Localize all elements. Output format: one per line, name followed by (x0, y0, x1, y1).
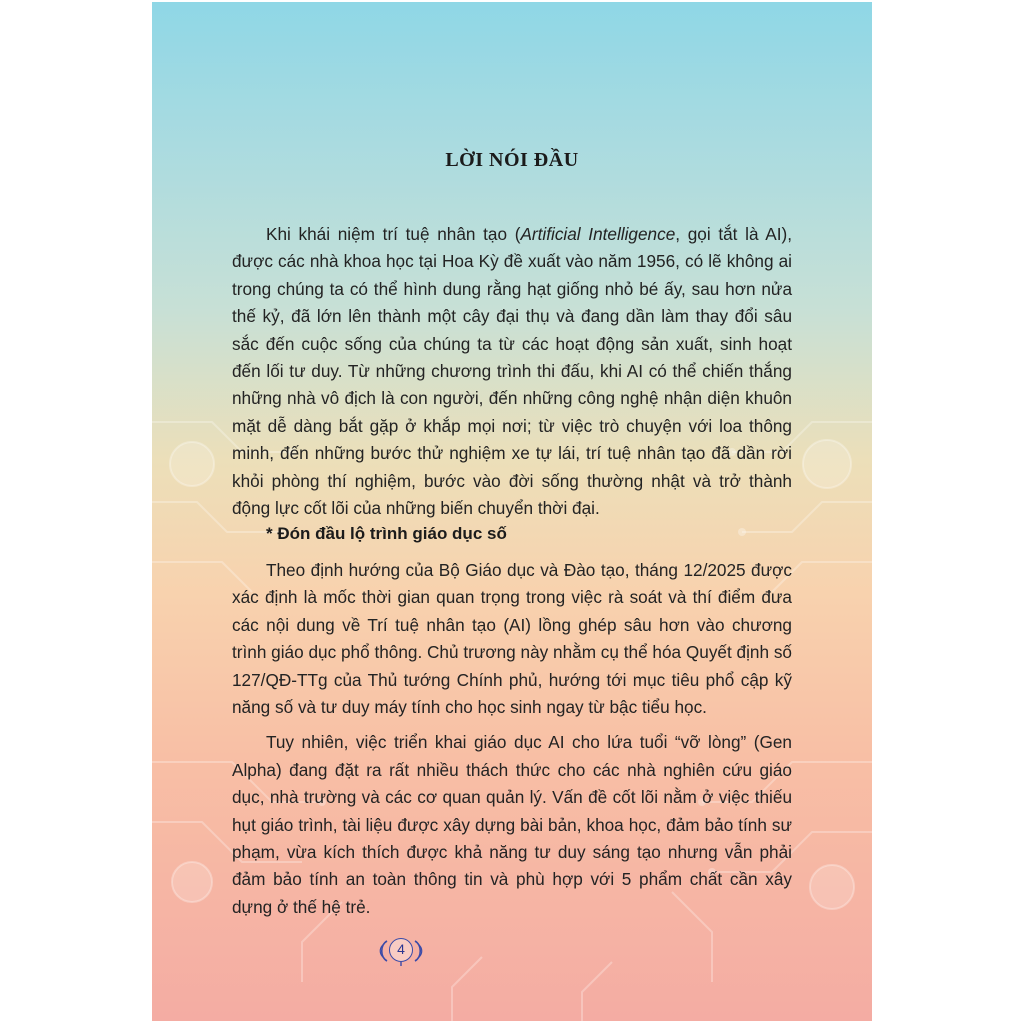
intro-text-start: Khi khái niệm trí tuệ nhân tạo ( (266, 224, 521, 244)
page-number-badge (377, 935, 425, 967)
intro-italic-term: Artificial Intelligence (520, 224, 676, 244)
intro-text-end: , gọi tắt là AI), được các nhà khoa học tại Hoa Kỳ đề xuất vào năm 1956, có lẽ không ai trong chúng ta có thể hình dung rằng hạt giống nhỏ bé ấy, sau hơn nửa thế kỷ, đã lớn lên thành một cây đại thụ và đang dần làm thay đổi sâu sắc đến cuộc sống của chúng ta từ các hoạt động sản xuất, sinh hoạt đến lối tư duy. Từ những chương trình thi đấu, khi AI có thể chiến thắng những nhà vô địch là con người, đến những công nghệ nhận diện khuôn mặt dễ dàng bắt gặp ở khắp mọi nơi; từ việc trò chuyện với loa thông minh, đến những bước thử nghiệm xe tự lái, trí tuệ nhân tạo đã dần rời khỏi phòng thí nghiệm, bước vào đời sống thường nhật và trở thành động lực cốt lõi của những biến chuyển thời đại. (232, 224, 792, 519)
intro-paragraph (232, 221, 792, 522)
intro-block (232, 221, 792, 522)
section-heading: * Đón đầu lộ trình giáo dục số (266, 524, 507, 543)
body-paragraph-1: Theo định hướng của Bộ Giáo dục và Đào tạo, tháng 12/2025 được xác định là mốc thời gian quan trọng trong việc rà soát và thí điểm đưa các nội dung về Trí tuệ nhân tạo (AI) lồng ghép sâu hơn vào chương trình giáo dục phổ thông. Chủ trương này nhằm cụ thể hóa Quyết định số 127/QĐ-TTg của Thủ tướng Chính phủ, hướng tới mục tiêu phổ cập kỹ năng số và tư duy máy tính cho học sinh ngay từ bậc tiểu học. (232, 560, 792, 718)
body-paragraph-2: Tuy nhiên, việc triển khai giáo dục AI cho lứa tuổi “vỡ lòng” (Gen Alpha) đang đặt ra rất nhiều thách thức cho các nhà nghiên cứu giáo dục, nhà trường và các cơ quan quản lý. Vấn đề cốt lõi nằm ở việc thiếu hụt giáo trình, tài liệu được xây dựng bài bản, khoa học, đảm bảo tính sư phạm, vừa kích thích được khả năng tư duy sáng tạo nhưng vẫn phải đảm bảo tính an toàn thông tin và phù hợp với 5 phẩm chất cần xây dựng ở thế hệ trẻ. (232, 732, 792, 917)
page-number: 4 (389, 938, 413, 962)
body-block (232, 557, 792, 921)
page-title: LỜI NÓI ĐẦU (445, 149, 579, 171)
book-page (152, 2, 872, 1021)
